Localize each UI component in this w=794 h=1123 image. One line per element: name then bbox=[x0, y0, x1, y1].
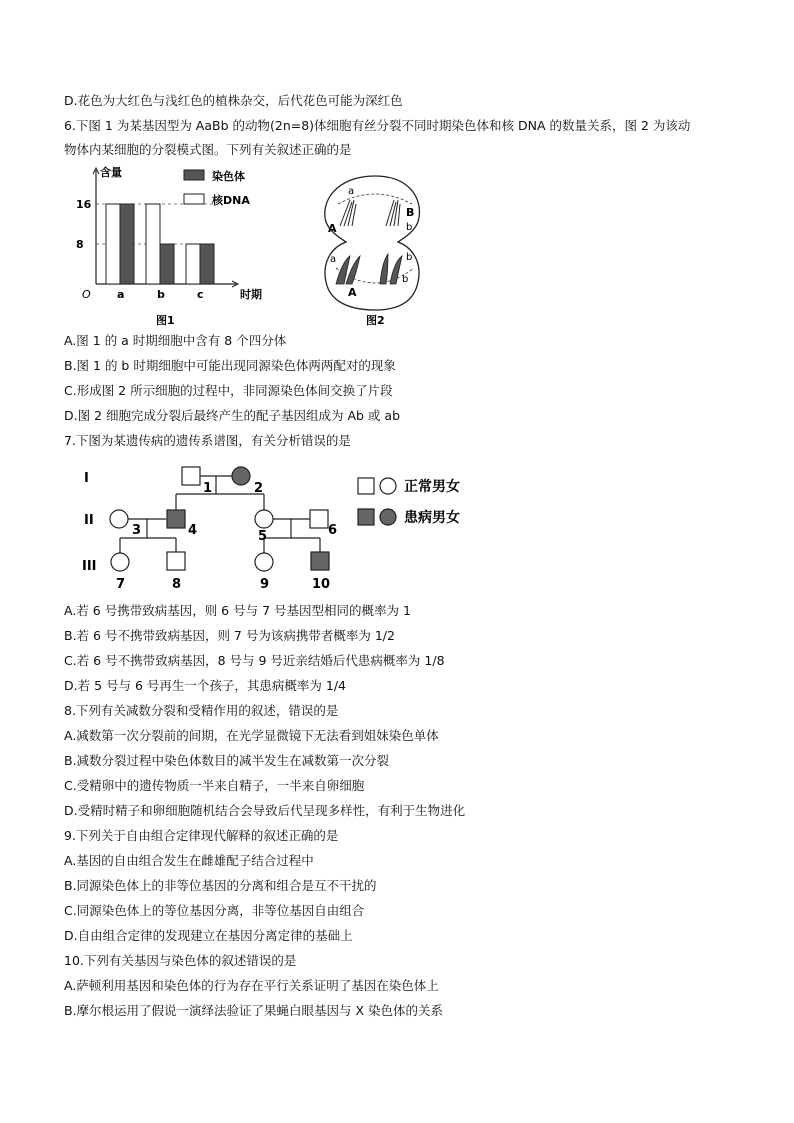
q9-option-b: B.同源染色体上的非等位基因的分离和组合是互不干扰的 bbox=[64, 878, 377, 893]
y-tick-label-8: 8 bbox=[76, 238, 84, 251]
gene-label-bottom-a-upper: A bbox=[348, 286, 357, 299]
chromosome-group-bottom-right bbox=[380, 254, 402, 284]
individual-number-5: 5 bbox=[258, 529, 268, 544]
figure-2-cell-diagram bbox=[300, 164, 450, 328]
q6-stem-cont: 物体内某细胞的分裂模式图。下列有关叙述正确的是 bbox=[64, 142, 352, 157]
x-axis-label: 时期 bbox=[240, 288, 262, 301]
pedigree-individual-4-male-affected bbox=[167, 510, 185, 528]
bar-c-chromosome bbox=[200, 244, 214, 284]
q10-option-a: A.萨顿利用基因和染色体的行为存在平行关系证明了基因在染色体上 bbox=[64, 978, 439, 993]
bar-b-dna bbox=[146, 204, 160, 284]
q9-option-c: C.同源染色体上的等位基因分离，非等位基因自由组合 bbox=[64, 903, 365, 918]
pedigree-individual-7-female-normal bbox=[111, 553, 129, 571]
legend-affected-label: 患病男女 bbox=[404, 510, 460, 526]
individual-number-3: 3 bbox=[132, 523, 142, 538]
pedigree-individual-9-female-normal bbox=[255, 553, 273, 571]
pedigree-chart bbox=[66, 458, 506, 598]
chromosome-group-bottom-left bbox=[336, 256, 360, 284]
chromosome-group-top-right bbox=[386, 200, 400, 226]
legend-normal-female-icon bbox=[380, 478, 396, 494]
pedigree-lines bbox=[120, 476, 320, 554]
x-tick-label-c: c bbox=[197, 288, 204, 301]
gene-label-bottom-b-1: b bbox=[406, 252, 413, 263]
q6-option-a: A.图 1 的 a 时期细胞中含有 8 个四分体 bbox=[64, 333, 287, 348]
cell-membrane-outline bbox=[325, 176, 420, 310]
q10-stem: 10.下列有关基因与染色体的叙述错误的是 bbox=[64, 953, 297, 968]
gene-label-top-b-lower: b bbox=[406, 222, 413, 233]
individual-number-10: 10 bbox=[312, 577, 331, 592]
q7-stem: 7.下图为某遗传病的遗传系谱图，有关分析错误的是 bbox=[64, 433, 351, 448]
bar-a-chromosome bbox=[120, 204, 134, 284]
q6-option-c: C.形成图 2 所示细胞的过程中，非同源染色体间交换了片段 bbox=[64, 383, 393, 398]
figure-1-chart bbox=[66, 164, 296, 328]
legend-normal-label: 正常男女 bbox=[404, 479, 460, 495]
gene-label-top-a-upper: A bbox=[328, 222, 337, 235]
legend-chromosome-label: 染色体 bbox=[212, 170, 245, 183]
q7-option-c: C.若 6 号不携带致病基因，8 号与 9 号近亲结婚后代患病概率为 1/8 bbox=[64, 653, 445, 668]
q8-option-c: C.受精卵中的遗传物质一半来自精子，一半来自卵细胞 bbox=[64, 778, 365, 793]
q10-option-b: B.摩尔根运用了假说一演绎法验证了果蝇白眼基因与 X 染色体的关系 bbox=[64, 1003, 444, 1018]
generation-label-3: III bbox=[82, 559, 97, 574]
y-tick-label-16: 16 bbox=[76, 198, 92, 211]
q7-option-a: A.若 6 号携带致病基因，则 6 号与 7 号基因型相同的概率为 1 bbox=[64, 603, 411, 618]
legend-dna-swatch bbox=[184, 194, 204, 204]
pedigree-individual-5-female-normal bbox=[255, 510, 273, 528]
generation-label-2: II bbox=[84, 513, 94, 528]
individual-number-4: 4 bbox=[188, 523, 198, 538]
q8-option-d: D.受精时精子和卵细胞随机结合会导致后代呈现多样性，有利于生物进化 bbox=[64, 803, 466, 818]
individual-number-1: 1 bbox=[203, 481, 213, 496]
q6-option-d: D.图 2 细胞完成分裂后最终产生的配子基因组成为 Ab 或 ab bbox=[64, 408, 400, 423]
q9-option-a: A.基因的自由组合发生在雌雄配子结合过程中 bbox=[64, 853, 314, 868]
x-tick-label-a: a bbox=[117, 288, 125, 301]
pedigree-individual-8-male-normal bbox=[167, 552, 185, 570]
individual-number-6: 6 bbox=[328, 523, 338, 538]
bar-b-chromosome bbox=[160, 244, 174, 284]
bar-c-dna bbox=[186, 244, 200, 284]
q7-option-d: D.若 5 号与 6 号再生一个孩子，其患病概率为 1/4 bbox=[64, 678, 346, 693]
individual-number-9: 9 bbox=[260, 577, 270, 592]
q7-option-b: B.若 6 号不携带致病基因，则 7 号为该病携带者概率为 1/2 bbox=[64, 628, 395, 643]
gene-label-bottom-b-2: b bbox=[402, 274, 409, 285]
legend-affected-female-icon bbox=[380, 509, 396, 525]
pedigree-individual-10-male-affected bbox=[311, 552, 329, 570]
legend-normal-male-icon bbox=[358, 478, 374, 494]
pedigree-individual-1-male-normal bbox=[182, 467, 200, 485]
q8-option-b: B.减数分裂过程中染色体数目的减半发生在减数第一次分裂 bbox=[64, 753, 390, 768]
legend-chromosome-swatch bbox=[184, 170, 204, 180]
individual-number-2: 2 bbox=[254, 481, 264, 496]
pedigree-individual-2-female-affected bbox=[232, 467, 250, 485]
legend-dna-label: 核DNA bbox=[212, 194, 250, 207]
chart-title: 图1 bbox=[156, 314, 175, 327]
generation-label-1: I bbox=[84, 471, 89, 486]
q5-option-d: D.花色为大红色与浅红色的植株杂交，后代花色可能为深红色 bbox=[64, 93, 403, 108]
origin-label: O bbox=[82, 288, 91, 301]
y-axis-label: 含量 bbox=[100, 166, 122, 179]
q6-stem: 6.下图 1 为某基因型为 AaBb 的动物(2n=8)体细胞有丝分裂不同时期染色体和核 DNA 的数量关系，图 2 为该动 bbox=[64, 118, 691, 133]
legend-affected-male-icon bbox=[358, 509, 374, 525]
bar-a-dna bbox=[106, 204, 120, 284]
gene-label-top-b-upper: B bbox=[406, 206, 415, 219]
q6-option-b: B.图 1 的 b 时期细胞中可能出现同源染色体两两配对的现象 bbox=[64, 358, 396, 373]
gene-label-bottom-a-lower: a bbox=[330, 254, 337, 265]
pedigree-individual-6-male-normal bbox=[310, 510, 328, 528]
q8-stem: 8.下列有关减数分裂和受精作用的叙述，错误的是 bbox=[64, 703, 339, 718]
chromosome-group-top-left bbox=[340, 200, 356, 226]
individual-number-7: 7 bbox=[116, 577, 126, 592]
pedigree-individual-3-female-normal bbox=[110, 510, 128, 528]
x-tick-label-b: b bbox=[157, 288, 165, 301]
gene-label-top-a-lower: a bbox=[348, 186, 355, 197]
individual-number-8: 8 bbox=[172, 577, 182, 592]
q9-stem: 9.下列关于自由组合定律现代解释的叙述正确的是 bbox=[64, 828, 339, 843]
q8-option-a: A.减数第一次分裂前的间期，在光学显微镜下无法看到姐妹染色单体 bbox=[64, 728, 439, 743]
q9-option-d: D.自由组合定律的发现建立在基因分离定律的基础上 bbox=[64, 928, 353, 943]
figure-2-caption: 图2 bbox=[366, 314, 385, 327]
